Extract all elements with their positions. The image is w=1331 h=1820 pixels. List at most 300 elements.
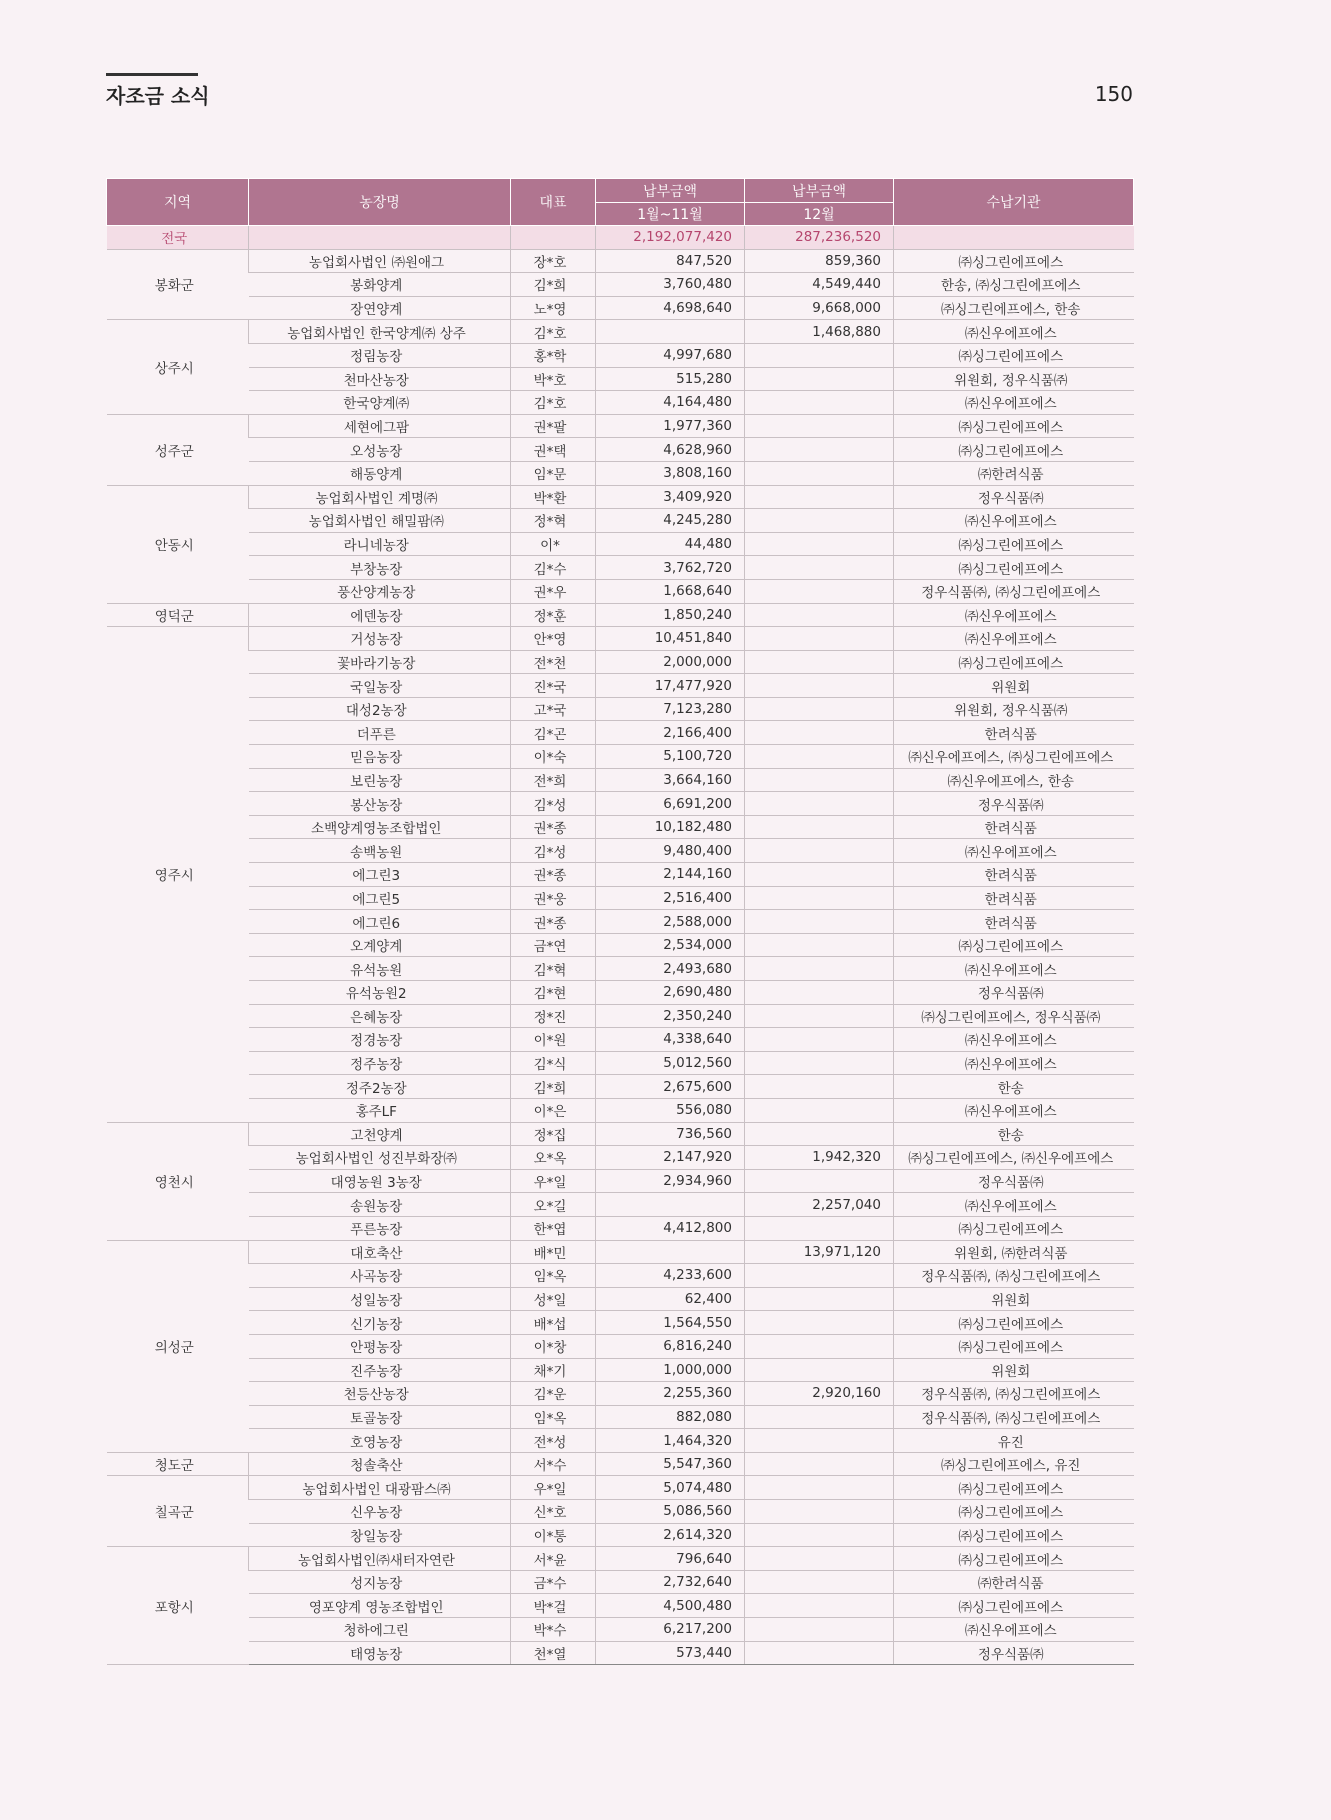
amount-dec [745, 438, 894, 462]
amount-dec [745, 1570, 894, 1594]
table-row [107, 815, 1134, 839]
table-row [107, 650, 1134, 674]
header-amount1-period: 1월~11월 [596, 203, 745, 226]
amount-jan-nov: 9,480,400 [596, 839, 745, 863]
collection-agency: ㈜싱그린에프에스 [894, 1594, 1134, 1618]
collection-agency: ㈜신우에프에스 [894, 1193, 1134, 1217]
amount-jan-nov: 796,640 [596, 1547, 745, 1571]
collection-agency: 위원회 [894, 674, 1134, 698]
representative: 김*호 [511, 391, 596, 415]
amount-jan-nov: 62,400 [596, 1287, 745, 1311]
table-row [107, 627, 1134, 651]
collection-agency: ㈜한려식품 [894, 461, 1134, 485]
farm-name: 푸른농장 [249, 1216, 511, 1240]
collection-agency: 한송 [894, 1075, 1134, 1099]
table-row [107, 1358, 1134, 1382]
collection-agency: 한려식품 [894, 815, 1134, 839]
collection-agency: ㈜싱그린에프에스 [894, 249, 1134, 273]
representative: 임*옥 [511, 1405, 596, 1429]
amount-jan-nov: 4,500,480 [596, 1594, 745, 1618]
representative: 금*연 [511, 933, 596, 957]
table-row [107, 957, 1134, 981]
collection-agency: ㈜신우에프에스 [894, 320, 1134, 344]
farm-name: 농업회사법인 계명㈜ [249, 485, 511, 509]
table-row [107, 249, 1134, 273]
amount-jan-nov: 6,217,200 [596, 1618, 745, 1642]
table-row [107, 1287, 1134, 1311]
farm-name: 호영농장 [249, 1429, 511, 1453]
collection-agency: 한려식품 [894, 910, 1134, 934]
amount-jan-nov: 5,100,720 [596, 745, 745, 769]
table-row [107, 1476, 1134, 1500]
farm-name: 농업회사법인 ㈜원애그 [249, 249, 511, 273]
table-row [107, 438, 1134, 462]
amount-dec: 1,468,880 [745, 320, 894, 344]
amount-dec [745, 745, 894, 769]
total-rep [511, 226, 596, 250]
amount-dec [745, 485, 894, 509]
representative: 박*걸 [511, 1594, 596, 1618]
collection-agency: ㈜신우에프에스 [894, 627, 1134, 651]
representative: 전*성 [511, 1429, 596, 1453]
collection-agency: 정우식품㈜, ㈜싱그린에프에스 [894, 1264, 1134, 1288]
table-row [107, 1382, 1134, 1406]
amount-jan-nov: 847,520 [596, 249, 745, 273]
amount-dec [745, 532, 894, 556]
farm-name: 정주2농장 [249, 1075, 511, 1099]
region-cell: 의성군 [107, 1240, 249, 1452]
farm-name: 봉산농장 [249, 792, 511, 816]
farm-name: 홍주LF [249, 1098, 511, 1122]
representative: 권*종 [511, 815, 596, 839]
amount-jan-nov: 736,560 [596, 1122, 745, 1146]
representative: 권*팔 [511, 414, 596, 438]
collection-agency: ㈜신우에프에스 [894, 1098, 1134, 1122]
collection-agency: ㈜싱그린에프에스 [894, 532, 1134, 556]
table-row [107, 273, 1134, 297]
collection-agency: 정우식품㈜, ㈜싱그린에프에스 [894, 1405, 1134, 1429]
amount-jan-nov: 2,000,000 [596, 650, 745, 674]
representative: 신*호 [511, 1500, 596, 1524]
amount-dec [745, 981, 894, 1005]
total-amount1: 2,192,077,420 [596, 226, 745, 250]
farm-name: 고천양계 [249, 1122, 511, 1146]
amount-jan-nov: 2,614,320 [596, 1523, 745, 1547]
farm-name: 거성농장 [249, 627, 511, 651]
farm-name: 부창농장 [249, 556, 511, 580]
amount-dec [745, 1311, 894, 1335]
table-row [107, 1334, 1134, 1358]
total-org [894, 226, 1134, 250]
collection-agency: ㈜싱그린에프에스 [894, 1547, 1134, 1571]
collection-agency: ㈜싱그린에프에스 [894, 1334, 1134, 1358]
amount-dec [745, 343, 894, 367]
table-row [107, 391, 1134, 415]
collection-agency: 한려식품 [894, 886, 1134, 910]
table-row [107, 1618, 1134, 1642]
collection-agency: ㈜신우에프에스 [894, 957, 1134, 981]
table-row [107, 1264, 1134, 1288]
table-row [107, 296, 1134, 320]
collection-agency: ㈜신우에프에스, 한송 [894, 768, 1134, 792]
representative: 박*호 [511, 367, 596, 391]
collection-agency: ㈜신우에프에스 [894, 603, 1134, 627]
table-row [107, 792, 1134, 816]
amount-jan-nov: 5,012,560 [596, 1051, 745, 1075]
table-row [107, 1429, 1134, 1453]
header-org: 수납기관 [894, 179, 1134, 226]
amount-jan-nov: 3,409,920 [596, 485, 745, 509]
table-row [107, 1500, 1134, 1524]
amount-dec [745, 1169, 894, 1193]
amount-dec [745, 697, 894, 721]
amount-dec [745, 391, 894, 415]
representative: 배*섭 [511, 1311, 596, 1335]
representative: 이*숙 [511, 745, 596, 769]
amount-jan-nov: 2,493,680 [596, 957, 745, 981]
collection-agency: ㈜싱그린에프에스 [894, 1523, 1134, 1547]
table-row [107, 1169, 1134, 1193]
region-cell: 영주시 [107, 627, 249, 1122]
collection-agency: ㈜싱그린에프에스 [894, 650, 1134, 674]
farm-name: 더푸른 [249, 721, 511, 745]
amount-jan-nov: 1,977,360 [596, 414, 745, 438]
amount-jan-nov: 2,516,400 [596, 886, 745, 910]
farm-name: 신우농장 [249, 1500, 511, 1524]
amount-jan-nov: 2,147,920 [596, 1146, 745, 1170]
table-row [107, 1594, 1134, 1618]
table-row [107, 485, 1134, 509]
amount-dec [745, 650, 894, 674]
amount-jan-nov: 1,850,240 [596, 603, 745, 627]
representative: 이*통 [511, 1523, 596, 1547]
representative: 권*종 [511, 910, 596, 934]
farm-name: 농업회사법인㈜새터자연란 [249, 1547, 511, 1571]
representative: 정*혁 [511, 509, 596, 533]
amount-dec [745, 1004, 894, 1028]
table-body [107, 226, 1134, 1665]
representative: 김*혁 [511, 957, 596, 981]
collection-agency: 위원회 [894, 1358, 1134, 1382]
representative: 김*성 [511, 839, 596, 863]
farm-name: 믿음농장 [249, 745, 511, 769]
table-header [107, 179, 1134, 226]
table-row [107, 1311, 1134, 1335]
amount-jan-nov: 5,074,480 [596, 1476, 745, 1500]
header-farm: 농장명 [249, 179, 511, 226]
amount-dec [745, 910, 894, 934]
table-row [107, 863, 1134, 887]
collection-agency: ㈜싱그린에프에스 [894, 933, 1134, 957]
table-row [107, 910, 1134, 934]
representative: 정*훈 [511, 603, 596, 627]
collection-agency: ㈜싱그린에프에스, 한송 [894, 296, 1134, 320]
collection-agency: 위원회 [894, 1287, 1134, 1311]
farm-name: 태영농장 [249, 1641, 511, 1665]
table-row [107, 579, 1134, 603]
table-row [107, 556, 1134, 580]
farm-name: 정주농장 [249, 1051, 511, 1075]
farm-name: 천마산농장 [249, 367, 511, 391]
representative: 이*창 [511, 1334, 596, 1358]
representative: 오*길 [511, 1193, 596, 1217]
amount-jan-nov: 2,534,000 [596, 933, 745, 957]
amount-dec [745, 933, 894, 957]
farm-name: 신기농장 [249, 1311, 511, 1335]
collection-agency: ㈜신우에프에스, ㈜싱그린에프에스 [894, 745, 1134, 769]
farm-name: 농업회사법인 한국양계㈜ 상주 [249, 320, 511, 344]
representative: 홍*학 [511, 343, 596, 367]
amount-jan-nov: 2,166,400 [596, 721, 745, 745]
amount-jan-nov: 4,997,680 [596, 343, 745, 367]
region-cell: 영덕군 [107, 603, 249, 627]
representative: 권*우 [511, 579, 596, 603]
table-row [107, 320, 1134, 344]
amount-dec [745, 509, 894, 533]
region-cell: 상주시 [107, 320, 249, 414]
farm-name: 청하에그린 [249, 1618, 511, 1642]
table-row [107, 414, 1134, 438]
representative: 정*집 [511, 1122, 596, 1146]
amount-jan-nov: 6,691,200 [596, 792, 745, 816]
amount-jan-nov: 17,477,920 [596, 674, 745, 698]
amount-jan-nov: 7,123,280 [596, 697, 745, 721]
farm-name: 해동양계 [249, 461, 511, 485]
farm-name: 한국양계㈜ [249, 391, 511, 415]
table-row [107, 367, 1134, 391]
amount-jan-nov: 1,668,640 [596, 579, 745, 603]
table-row [107, 768, 1134, 792]
total-row [107, 226, 1134, 250]
header-amount2-top: 납부금액 [745, 179, 894, 203]
amount-jan-nov: 2,255,360 [596, 1382, 745, 1406]
farm-name: 창일농장 [249, 1523, 511, 1547]
table-row [107, 1405, 1134, 1429]
collection-agency: ㈜신우에프에스 [894, 839, 1134, 863]
farm-name: 세현에그팜 [249, 414, 511, 438]
table-row [107, 1547, 1134, 1571]
representative: 임*옥 [511, 1264, 596, 1288]
farm-name: 오계양계 [249, 933, 511, 957]
collection-agency: 정우식품㈜, ㈜싱그린에프에스 [894, 1382, 1134, 1406]
amount-dec [745, 1641, 894, 1665]
region-cell: 봉화군 [107, 249, 249, 320]
representative: 이*은 [511, 1098, 596, 1122]
amount-dec [745, 1264, 894, 1288]
amount-jan-nov: 1,464,320 [596, 1429, 745, 1453]
amount-dec [745, 674, 894, 698]
amount-jan-nov: 4,245,280 [596, 509, 745, 533]
amount-jan-nov: 2,690,480 [596, 981, 745, 1005]
representative: 전*희 [511, 768, 596, 792]
collection-agency: 위원회, ㈜한려식품 [894, 1240, 1134, 1264]
representative: 김*곤 [511, 721, 596, 745]
amount-jan-nov: 3,664,160 [596, 768, 745, 792]
amount-dec [745, 461, 894, 485]
amount-dec [745, 1476, 894, 1500]
collection-agency: 한려식품 [894, 863, 1134, 887]
amount-jan-nov: 882,080 [596, 1405, 745, 1429]
farm-name: 송원농장 [249, 1193, 511, 1217]
amount-dec [745, 1334, 894, 1358]
header-amount2-period: 12월 [745, 203, 894, 226]
amount-dec: 4,549,440 [745, 273, 894, 297]
farm-name: 유석농원2 [249, 981, 511, 1005]
amount-dec [745, 863, 894, 887]
amount-dec [745, 1523, 894, 1547]
representative: 전*천 [511, 650, 596, 674]
amount-dec [745, 815, 894, 839]
representative: 안*영 [511, 627, 596, 651]
amount-dec [745, 1618, 894, 1642]
region-cell: 영천시 [107, 1122, 249, 1240]
farm-name: 안평농장 [249, 1334, 511, 1358]
amount-jan-nov: 556,080 [596, 1098, 745, 1122]
amount-dec [745, 957, 894, 981]
amount-dec [745, 1216, 894, 1240]
page-number: 150 [1094, 82, 1133, 106]
collection-agency: ㈜싱그린에프에스 [894, 343, 1134, 367]
amount-jan-nov: 4,233,600 [596, 1264, 745, 1288]
region-cell: 성주군 [107, 414, 249, 485]
header-amount1-top: 납부금액 [596, 179, 745, 203]
amount-dec [745, 1358, 894, 1382]
table-row [107, 981, 1134, 1005]
amount-dec [745, 768, 894, 792]
representative: 권*종 [511, 863, 596, 887]
amount-jan-nov: 5,086,560 [596, 1500, 745, 1524]
amount-jan-nov [596, 320, 745, 344]
collection-agency: ㈜싱그린에프에스, 정우식품㈜ [894, 1004, 1134, 1028]
table-row [107, 1570, 1134, 1594]
region-cell: 칠곡군 [107, 1476, 249, 1547]
collection-agency: ㈜신우에프에스 [894, 1028, 1134, 1052]
table-row [107, 1193, 1134, 1217]
collection-agency: ㈜싱그린에프에스, ㈜신우에프에스 [894, 1146, 1134, 1170]
farm-name: 대성2농장 [249, 697, 511, 721]
table-row [107, 461, 1134, 485]
representative: 오*옥 [511, 1146, 596, 1170]
collection-agency: ㈜싱그린에프에스 [894, 1500, 1134, 1524]
collection-agency: ㈜신우에프에스 [894, 1618, 1134, 1642]
representative: 우*일 [511, 1169, 596, 1193]
amount-dec [745, 367, 894, 391]
farm-name: 에덴농장 [249, 603, 511, 627]
amount-jan-nov: 6,816,240 [596, 1334, 745, 1358]
collection-agency: ㈜신우에프에스 [894, 391, 1134, 415]
collection-agency: 정우식품㈜, ㈜싱그린에프에스 [894, 579, 1134, 603]
table-row [107, 697, 1134, 721]
collection-agency: 한송, ㈜싱그린에프에스 [894, 273, 1134, 297]
representative: 박*환 [511, 485, 596, 509]
representative: 채*기 [511, 1358, 596, 1382]
collection-agency: ㈜싱그린에프에스 [894, 1216, 1134, 1240]
amount-jan-nov: 2,144,160 [596, 863, 745, 887]
farm-name: 에그린6 [249, 910, 511, 934]
amount-jan-nov: 1,564,550 [596, 1311, 745, 1335]
amount-dec [745, 603, 894, 627]
amount-dec [745, 1028, 894, 1052]
table-row [107, 509, 1134, 533]
table-row [107, 674, 1134, 698]
representative: 이*원 [511, 1028, 596, 1052]
representative: 장*호 [511, 249, 596, 273]
table-row [107, 745, 1134, 769]
farm-name: 농업회사법인 대광팜스㈜ [249, 1476, 511, 1500]
table-row [107, 1004, 1134, 1028]
farm-name: 꽃바라기농장 [249, 650, 511, 674]
table-row [107, 532, 1134, 556]
table-row [107, 1216, 1134, 1240]
amount-jan-nov: 10,451,840 [596, 627, 745, 651]
amount-jan-nov: 44,480 [596, 532, 745, 556]
collection-agency: ㈜싱그린에프에스 [894, 438, 1134, 462]
region-cell: 안동시 [107, 485, 249, 603]
table-row [107, 1240, 1134, 1264]
collection-agency: ㈜싱그린에프에스 [894, 1476, 1134, 1500]
representative: 김*희 [511, 1075, 596, 1099]
amount-dec [745, 579, 894, 603]
representative: 노*영 [511, 296, 596, 320]
amount-jan-nov: 4,628,960 [596, 438, 745, 462]
amount-dec [745, 886, 894, 910]
representative: 임*문 [511, 461, 596, 485]
farm-name: 소백양계영농조합법인 [249, 815, 511, 839]
representative: 우*일 [511, 1476, 596, 1500]
representative: 한*엽 [511, 1216, 596, 1240]
amount-jan-nov: 3,808,160 [596, 461, 745, 485]
table-row [107, 1641, 1134, 1665]
farm-name: 정림농장 [249, 343, 511, 367]
amount-jan-nov: 4,338,640 [596, 1028, 745, 1052]
table-row [107, 1122, 1134, 1146]
collection-agency: 한려식품 [894, 721, 1134, 745]
amount-dec: 13,971,120 [745, 1240, 894, 1264]
amount-jan-nov: 515,280 [596, 367, 745, 391]
farm-name: 송백농원 [249, 839, 511, 863]
farm-name: 에그린5 [249, 886, 511, 910]
amount-dec [745, 627, 894, 651]
collection-agency: 정우식품㈜ [894, 1169, 1134, 1193]
header-region: 지역 [107, 179, 249, 226]
farm-name: 영포양계 영농조합법인 [249, 1594, 511, 1618]
amount-dec: 2,257,040 [745, 1193, 894, 1217]
table-row [107, 1452, 1134, 1476]
table-row [107, 839, 1134, 863]
amount-dec [745, 1452, 894, 1476]
collection-agency: 위원회, 정우식품㈜ [894, 367, 1134, 391]
region-cell: 청도군 [107, 1452, 249, 1476]
collection-agency: 정우식품㈜ [894, 485, 1134, 509]
collection-agency: ㈜싱그린에프에스 [894, 556, 1134, 580]
collection-agency: 정우식품㈜ [894, 1641, 1134, 1665]
farm-name: 국일농장 [249, 674, 511, 698]
amount-dec [745, 1051, 894, 1075]
farm-name: 에그린3 [249, 863, 511, 887]
collection-agency: ㈜한려식품 [894, 1570, 1134, 1594]
farm-name: 보린농장 [249, 768, 511, 792]
amount-dec: 2,920,160 [745, 1382, 894, 1406]
representative: 김*호 [511, 320, 596, 344]
amount-jan-nov: 2,588,000 [596, 910, 745, 934]
representative: 김*운 [511, 1382, 596, 1406]
amount-jan-nov: 2,934,960 [596, 1169, 745, 1193]
table-row [107, 1051, 1134, 1075]
farm-name: 유석농원 [249, 957, 511, 981]
collection-agency: 정우식품㈜ [894, 792, 1134, 816]
representative: 김*희 [511, 273, 596, 297]
farm-name: 풍산양계농장 [249, 579, 511, 603]
